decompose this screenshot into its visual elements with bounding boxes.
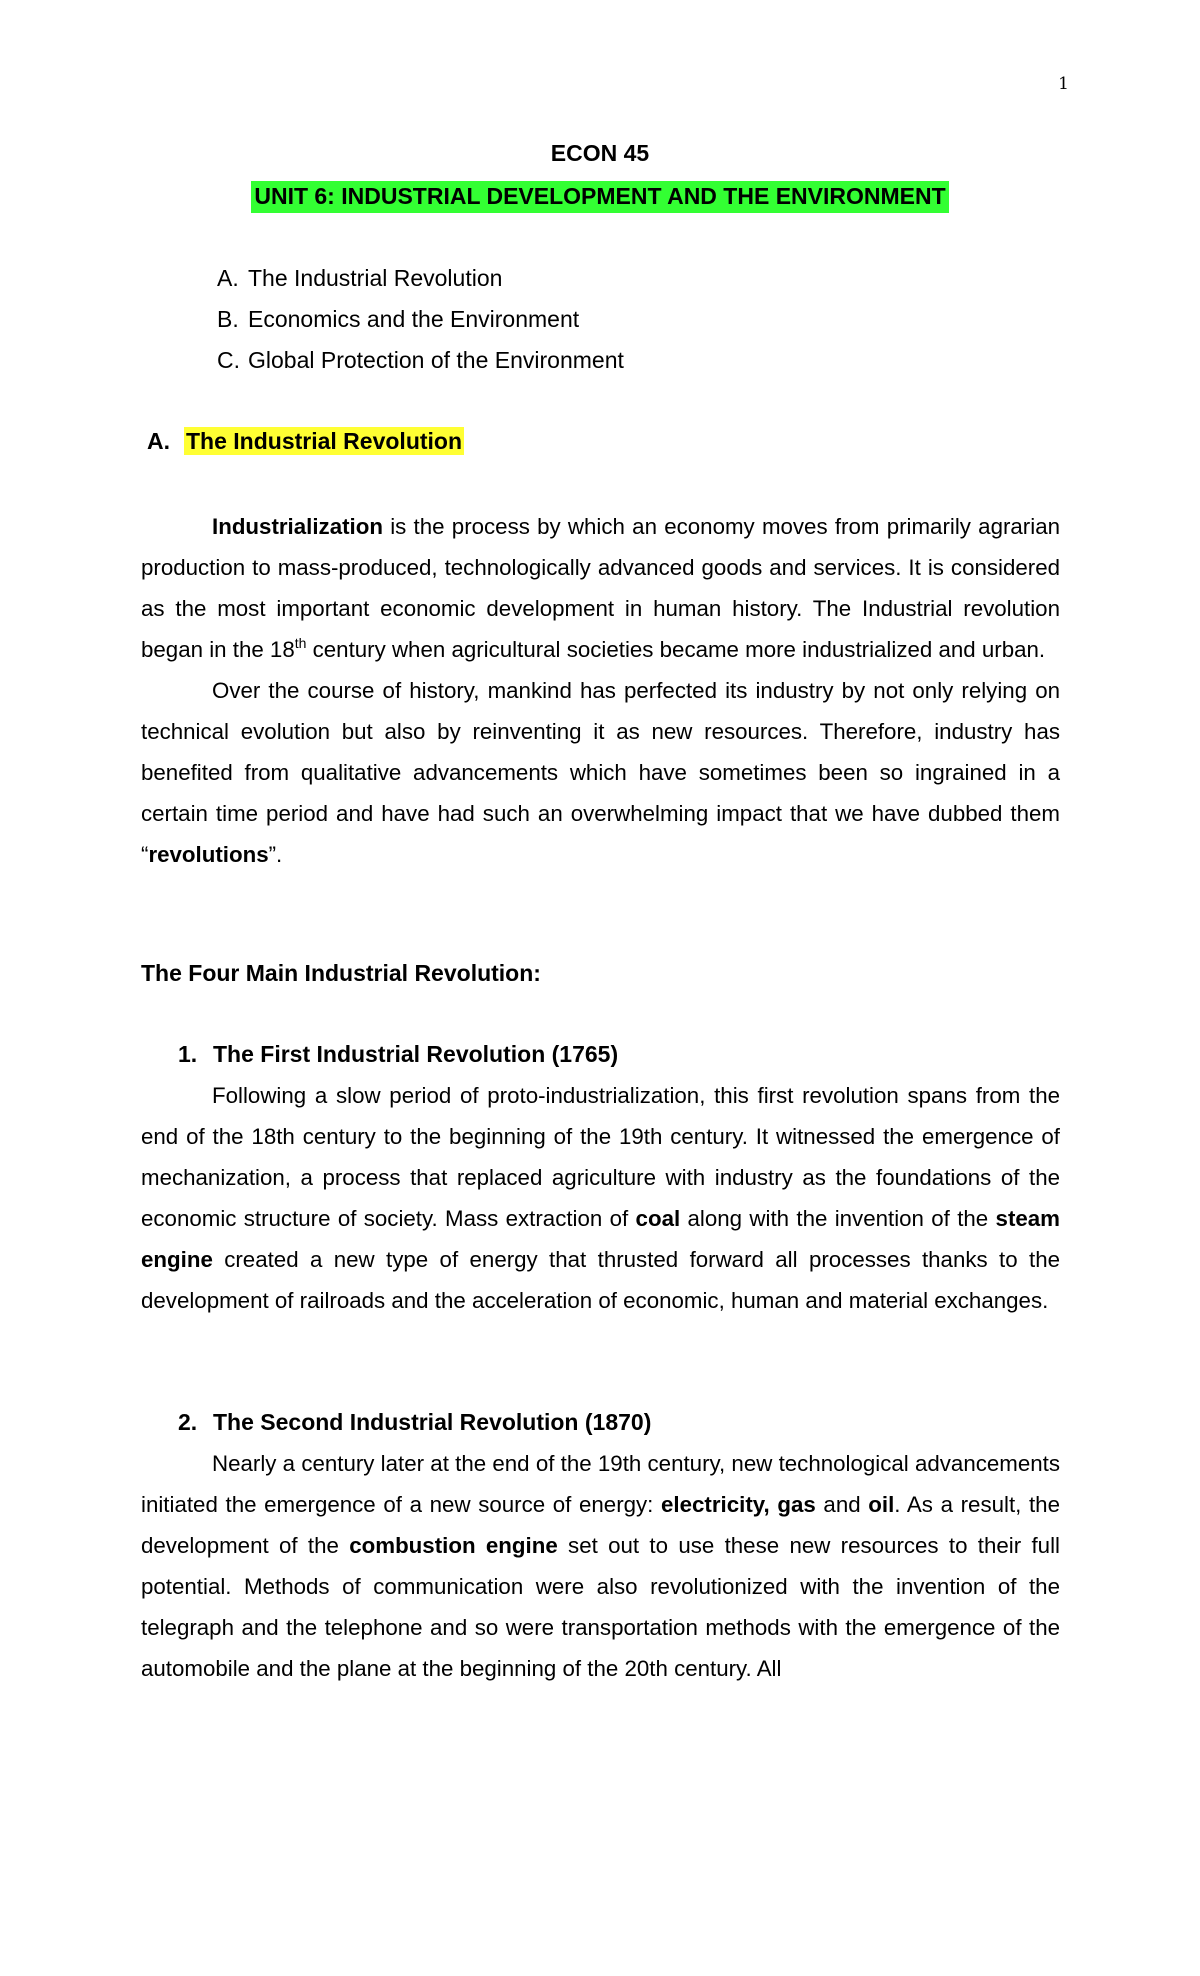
text-run: and — [815, 1492, 869, 1517]
text-run: Over the course of history, mankind has perfected its industry by not only relying on technical evolution but also by reinventing it as new resources. Therefore, industry has benefited from qualitative advancements which have sometimes been so ingrained in a certain time period and have had such an overwhelming impact that we have dubbed them “ — [141, 678, 1060, 867]
table-of-contents — [217, 262, 624, 385]
text-run: Nearly a century later at the end of the 19th century, new technological advancements initiated the emergence of a new source of energy: — [141, 1451, 1060, 1517]
term-industrialization: Industrialization — [212, 514, 383, 539]
list-number: 2. — [178, 1409, 198, 1435]
second-revolution-heading — [178, 1406, 651, 1438]
first-revolution-title: The First Industrial Revolution (1765) — [213, 1041, 619, 1067]
section-a-heading — [147, 425, 464, 457]
text-run: set out to use these new resources to their full potential. Methods of communication were also revolutionized with the invention of the telegraph and the telephone and so were transportation methods with the emergence of the automobile and the plane at the beginning of the 20th century. All — [141, 1533, 1060, 1681]
term-electricity-gas: electricity, gas — [661, 1492, 816, 1517]
second-revolution-paragraph — [141, 1443, 1060, 1689]
intro-paragraph-2 — [141, 670, 1060, 875]
second-revolution-text — [141, 1443, 1060, 1689]
unit-title-container — [0, 181, 1200, 213]
term-oil: oil — [868, 1492, 895, 1517]
toc-item-letter: C. — [217, 347, 240, 373]
text-run: along with the invention of the — [680, 1206, 996, 1231]
text-run: created a new type of energy that thrusted forward all processes thanks to the development of railroads and the acceleration of economic, human and material exchanges. — [141, 1247, 1060, 1313]
text-run: century when agricultural societies became more industrialized and urban. — [306, 637, 1046, 662]
toc-item-letter: A. — [217, 265, 239, 291]
term-combustion-engine: combustion engine — [349, 1533, 558, 1558]
unit-title: UNIT 6: INDUSTRIAL DEVELOPMENT AND THE ENVIRONMENT — [251, 181, 948, 213]
term-coal: coal — [635, 1206, 681, 1231]
page-number: 1 — [1058, 74, 1069, 94]
section-a-letter: A. — [147, 428, 170, 454]
toc-item-letter: B. — [217, 306, 239, 332]
toc-item-text: Economics and the Environment — [248, 306, 580, 332]
intro-text — [141, 506, 1060, 875]
section-a-title: The Industrial Revolution — [186, 428, 463, 454]
first-revolution-text — [141, 1075, 1060, 1321]
text-run: Following a slow period of proto-industrialization, this first revolution spans from the end of the 18th century to the beginning of the 19th century. It witnessed the emergence of mechanization, a process that replaced agriculture with industry as the foundations of the economic structure of society. Mass extraction of — [141, 1083, 1060, 1231]
toc-item — [217, 303, 624, 344]
text-run: . As a result, the development of the — [141, 1492, 1060, 1558]
intro-paragraph-1 — [141, 506, 1060, 670]
toc-item-text: Global Protection of the Environment — [248, 347, 624, 373]
first-revolution-paragraph — [141, 1075, 1060, 1321]
course-code: ECON 45 — [550, 140, 650, 166]
toc-item-text: The Industrial Revolution — [248, 265, 503, 291]
second-revolution-title: The Second Industrial Revolution (1870) — [213, 1409, 652, 1435]
text-run: ”. — [268, 842, 283, 867]
toc-item — [217, 344, 624, 385]
term-steam-engine: steam engine — [141, 1206, 1060, 1272]
text-run: is the process by which an economy moves from primarily agrarian production to mass-produced, technologically advanced goods and services. It is considered as the most important economic development in human history. The Industrial revolution began in the 18 — [141, 514, 1060, 662]
four-main-heading: The Four Main Industrial Revolution: — [141, 960, 541, 986]
list-number: 1. — [178, 1041, 198, 1067]
first-revolution-heading — [178, 1038, 618, 1070]
term-revolutions: revolutions — [148, 842, 269, 867]
superscript: th — [294, 635, 307, 651]
toc-item — [217, 262, 624, 303]
